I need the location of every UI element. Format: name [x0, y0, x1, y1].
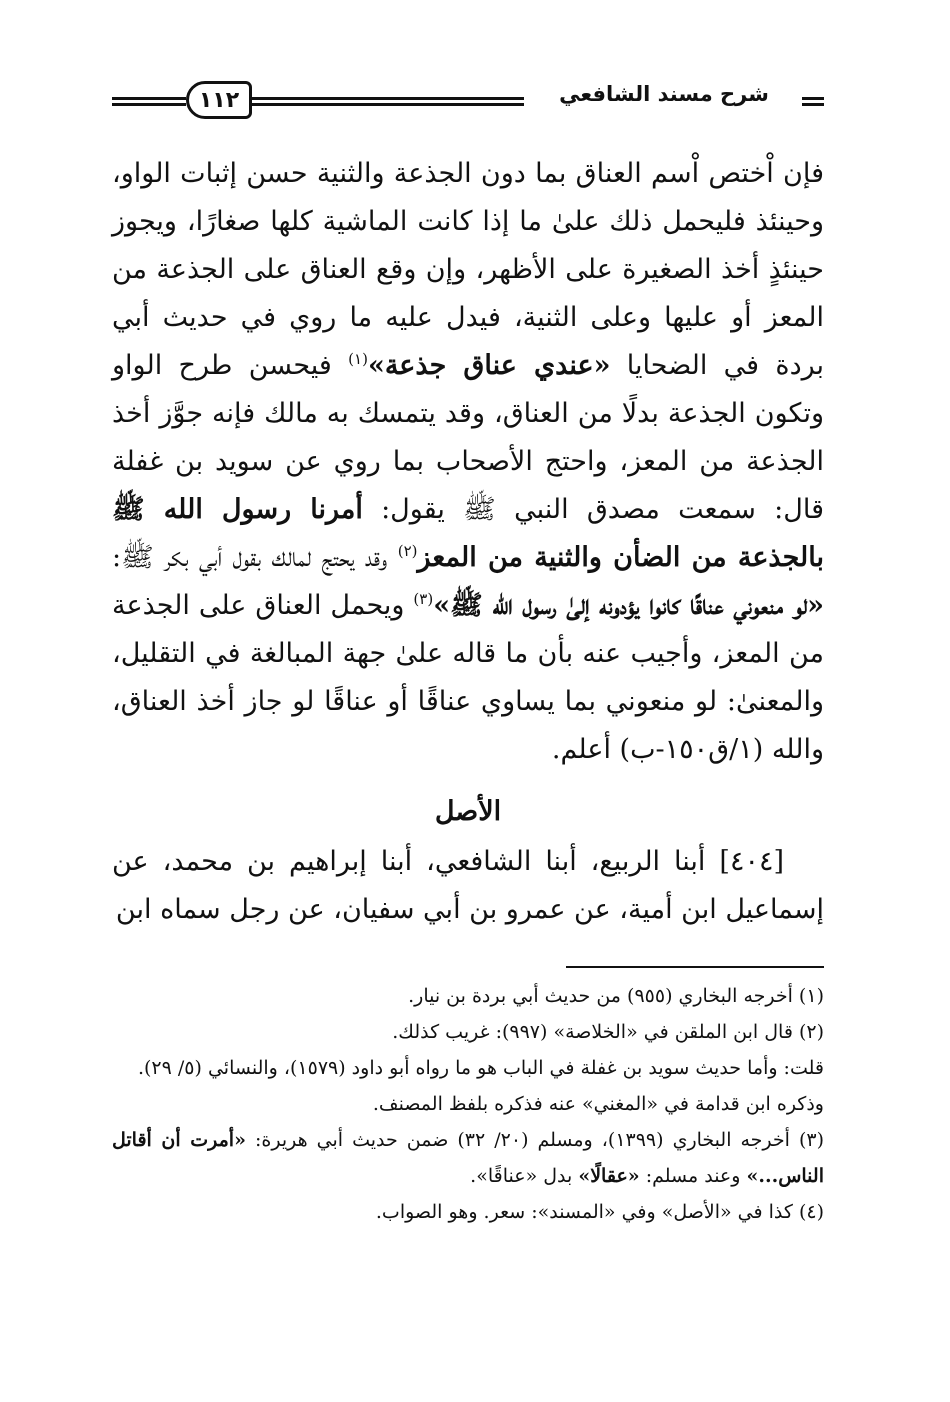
book-title: شرح مسند الشافعي	[559, 82, 769, 106]
header-rule-left-2	[112, 103, 186, 106]
footnote-3	[112, 1122, 824, 1194]
text-run: بدل «عناقًا».	[470, 1165, 579, 1187]
quote-bold: «عندي عناق جذعة»	[367, 350, 611, 381]
footnote-2-note-2: وذكره ابن قدامة في «المغني» عنه فذكره بلفظ المصنف.	[372, 1093, 824, 1115]
text-run: فإن اْختص اْسم العناق بما دون الجذعة والثنية حسن إثبات الواو، وحينئذ فليحمل ذلك علىٰ ما إذا كانت الماشية كلها صغارًا، ويجوز حينئذٍ أخذ الصغيرة على الأظهر، وإن وقع العناق على الجذعة من المعز أو عليها وعلى الثنية، فيدل عليه ما روي في حديث أبي بردة في الضحايا	[112, 158, 825, 381]
footnote-separator	[566, 966, 824, 968]
header-rule	[252, 97, 524, 100]
quote-bold: أمرنا رسول الله ﷺ بالجذعة من الضأن والثنية من المعز	[112, 494, 825, 573]
header-rule-right-2	[802, 103, 824, 106]
footnote-1: (١) أخرجه البخاري (٩٥٥) من حديث أبي بردة بن نيار.	[408, 985, 824, 1007]
text-run: ويحمل العناق على الجذعة من المعز، وأجيب عنه بأن ما قاله علىٰ جهة المبالغة في التقليل، والمعنىٰ: لو منعوني بما يساوي عناقًا أو عناقًا لو جاز أخذ العناق، والله (١/ق١٥٠-ب) أعلم.	[112, 590, 824, 765]
page-number: ١١٢	[186, 81, 252, 119]
running-header	[112, 78, 824, 128]
footnote-2: (٢) قال ابن الملقن في «الخلاصة» (٩٩٧): غريب كذلك.	[392, 1021, 824, 1043]
main-text-2	[112, 838, 824, 934]
commentary-paragraph	[112, 150, 824, 774]
text-run: (٣) أخرجه البخاري (١٣٩٩)، ومسلم (٢٠/ ٣٢) ضمن حديث أبي هريرة:	[245, 1129, 825, 1151]
text-run: وقد يحتج لمالك بقول أبي بكر ﷺ:	[112, 542, 398, 573]
header-rule-2	[252, 103, 524, 106]
header-rule-right	[802, 97, 824, 100]
quote-bold: «عقالًا»	[578, 1165, 640, 1187]
section-heading: الأصل	[434, 796, 502, 827]
main-text	[112, 150, 824, 774]
footnote-ref-3: (٣)	[413, 590, 434, 608]
footnote-ref-1: (١)	[348, 350, 368, 368]
footnote-ref-2: (٢)	[397, 542, 418, 560]
footnotes	[112, 978, 824, 1230]
quote-bold: «أمرت أن أقاتل الناس...»	[112, 1129, 824, 1187]
header-rule-left	[112, 97, 186, 100]
footnote-2-note: قلت: وأما حديث سويد بن غفلة في الباب هو ما رواه أبو داود (١٥٧٩)، والنسائي (٥/ ٢٩).	[137, 1057, 824, 1079]
text-run: وعند مسلم:	[639, 1165, 747, 1187]
hadith-paragraph: [٤٠٤] أبنا الربيع، أبنا الشافعي، أبنا إبراهيم بن محمد، عن إسماعيل ابن أمية، عن عمرو بن أبي سفيان، عن رجل سماه ابن	[112, 846, 824, 925]
footnote-4: (٤) كذا في «الأصل» وفي «المسند»: سعر. وهو الصواب.	[375, 1201, 824, 1223]
text-run: فيحسن طرح الواو وتكون الجذعة بدلًا من العناق، وقد يتمسك به مالك فإنه جوَّز أخذ الجذعة من المعز، واحتج الأصحاب بما روي عن سويد بن غفلة قال: سمعت مصدق النبي ﷺ يقول:	[112, 350, 824, 525]
quote-bold: «لو منعوني عناقًا كانوا يؤدونه إلىٰ رسول الله ﷺ»	[433, 590, 824, 621]
